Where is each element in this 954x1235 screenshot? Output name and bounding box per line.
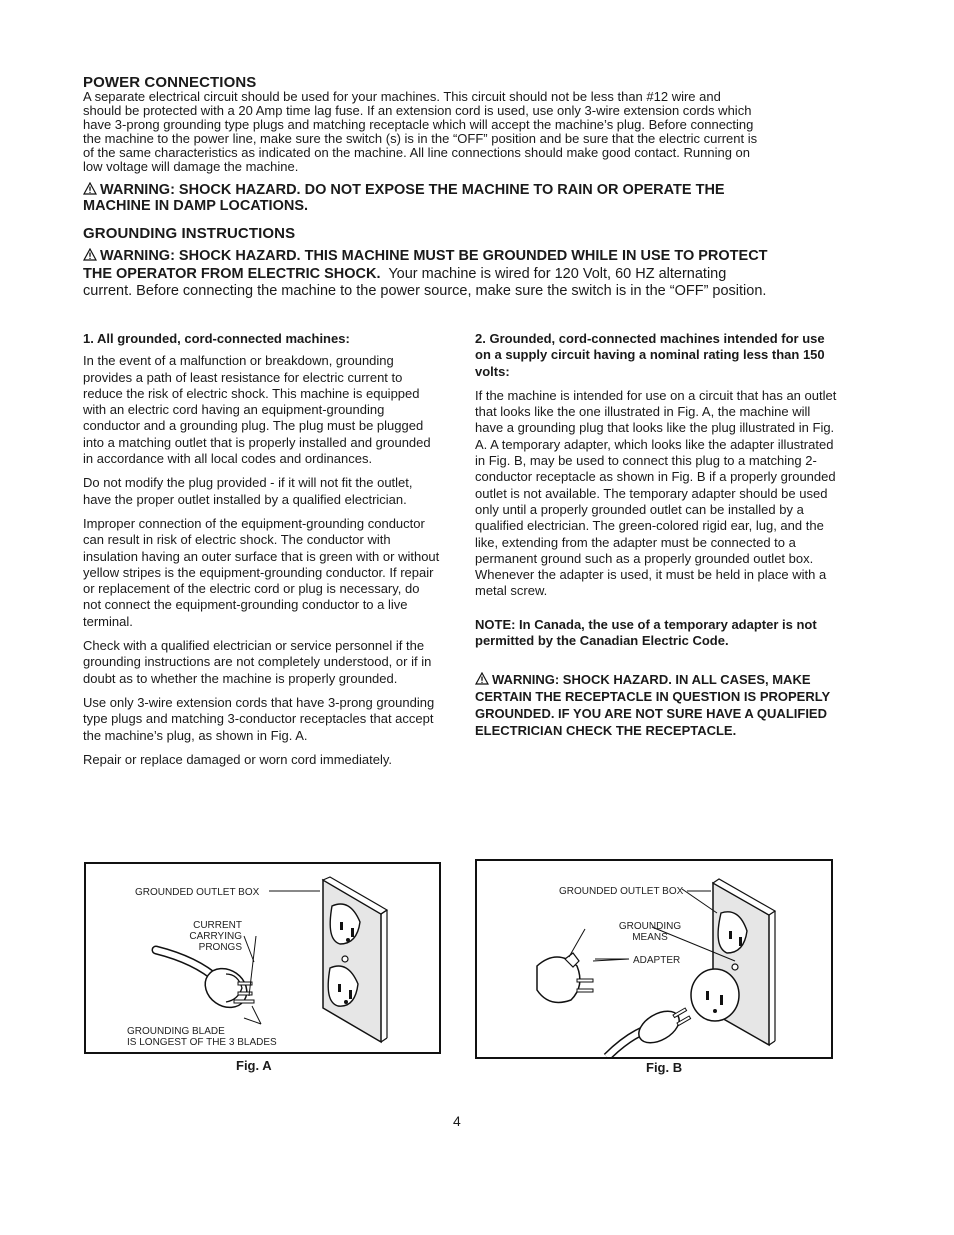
fig-b-label-means bbox=[615, 921, 685, 943]
grounding-warning-bold: THE OPERATOR FROM ELECTRIC SHOCK. bbox=[83, 265, 381, 282]
left-paragraph: Repair or replace damaged or worn cord immediately. bbox=[83, 751, 393, 767]
right-column-heading: 2. Grounded, cord-connected machines intended for use on a supply circuit having a nominal rating less than 150 volts: bbox=[475, 331, 825, 379]
fig-a-label-blade-line: IS LONGEST OF THE 3 BLADES bbox=[127, 1037, 277, 1048]
figure-a bbox=[84, 862, 441, 1054]
fig-a-label-blade bbox=[127, 1026, 277, 1048]
left-column-heading: 1. All grounded, cord-connected machines: bbox=[83, 331, 350, 346]
page-number: 4 bbox=[453, 1113, 461, 1129]
fig-a-label-prongs-line: CURRENT bbox=[193, 920, 242, 931]
grounding-heading: GROUNDING INSTRUCTIONS bbox=[83, 225, 296, 242]
fig-a-label-outlet-box: GROUNDED OUTLET BOX bbox=[135, 887, 260, 898]
fig-a-label-prongs-line: CARRYING bbox=[189, 931, 242, 942]
fig-b-label-adapter: ADAPTER bbox=[633, 955, 681, 966]
power-line: the machine to the power line, make sure the switch (s) is in the “OFF” position and be sure that the electric current is bbox=[83, 131, 758, 146]
left-column bbox=[83, 331, 441, 776]
right-warning bbox=[475, 671, 837, 739]
figure-b bbox=[475, 859, 833, 1059]
grounding-warning-line1: WARNING: SHOCK HAZARD. THIS MACHINE MUST BE GROUNDED WHILE IN USE TO PROTECT bbox=[100, 248, 768, 264]
fig-b-label-means-line: GROUNDING bbox=[618, 921, 682, 932]
right-paragraph: If the machine is intended for use on a circuit that has an outlet that looks like the one illustrated in Fig. A, the machine will have a grounding plug that looks like the plug illustrated in Fig. A. A temporary adapter, which looks like the adapter illustrated in Fig. B, may be used to connect this plug to a matching 2-conductor receptacle as shown in Fig. B if a properly grounded outlet is not available. The temporary adapter should be used only until a properly grounded outlet can be installed by a qualified electrician. The green-colored rigid ear, lug, and the like, extending from the adapter must be connected to a permanent ground such as a properly grounded outlet box. Whenever the adapter is used, it must be held in place with a metal screw. bbox=[475, 387, 837, 599]
left-paragraph: Do not modify the plug provided - if it will not fit the outlet, have the proper outlet installed by a qualified electrician. bbox=[83, 475, 413, 507]
fig-a-label-prongs bbox=[182, 920, 242, 953]
warning-triangle-icon bbox=[83, 248, 97, 261]
left-paragraph: Check with a qualified electrician or service personnel if the grounding instructions are not completely understood, or if in doubt as to whether the machine is properly grounded. bbox=[83, 638, 432, 686]
warning-triangle-icon bbox=[475, 672, 489, 685]
fig-a-label-blade-line: GROUNDING BLADE bbox=[127, 1026, 225, 1037]
fig-b-label-means-line: MEANS bbox=[632, 932, 668, 943]
power-line: low voltage will damage the machine. bbox=[83, 159, 299, 174]
grounding-warning bbox=[83, 248, 903, 301]
power-line: have 3-prong grounding type plugs and matching receptacle which will accept the machine’s plug. Before connecting bbox=[83, 117, 754, 132]
canada-note: NOTE: In Canada, the use of a temporary adapter is not permitted by the Canadian Electric Code. bbox=[475, 616, 817, 649]
power-line: A separate electrical circuit should be used for your machines. This circuit should not be less than #12 wire and bbox=[83, 89, 721, 104]
left-paragraph: In the event of a malfunction or breakdown, grounding provides a path of least resistance for electric current to reduce the risk of electric shock. This machine is equipped with an electric cord having an equipment-grounding conductor and a grounding plug. The plug must be plugged into a matching outlet that is properly installed and grounded in accordance with all local codes and ordinances. bbox=[83, 353, 431, 467]
right-warning-text: WARNING: SHOCK HAZARD. IN ALL CASES, MAKE CERTAIN THE RECEPTACLE IN QUESTION IS PROPERLY GROUNDED. IF YOU ARE NOT SURE HAVE A QUALIFIED ELECTRICIAN CHECK THE RECEPTACLE. bbox=[475, 672, 830, 739]
fig-a-label-prongs-line: PRONGS bbox=[198, 942, 242, 953]
right-column bbox=[475, 331, 837, 747]
fig-b-label-outlet-box: GROUNDED OUTLET BOX bbox=[559, 886, 684, 897]
fig-a-caption: Fig. A bbox=[236, 1058, 272, 1073]
power-warning-line: MACHINE IN DAMP LOCATIONS. bbox=[83, 198, 309, 214]
power-connections-heading: POWER CONNECTIONS bbox=[83, 74, 257, 91]
power-connections-text bbox=[83, 90, 843, 174]
grounding-warning-normal: Your machine is wired for 120 Volt, 60 HZ alternating bbox=[380, 265, 727, 282]
grounding-warning-line3: current. Before connecting the machine to the power source, make sure the switch is in the “OFF” position. bbox=[83, 283, 767, 299]
warning-triangle-icon bbox=[83, 182, 97, 195]
power-warning bbox=[83, 182, 883, 214]
power-line: of the same characteristics as indicated on the machine. All line connections should make good contact. Running on bbox=[83, 145, 751, 160]
left-paragraph: Improper connection of the equipment-grounding conductor can result in risk of electric shock. The conductor with insulation having an outer surface that is green with or without yellow stripes is the equipment-grounding conductor. If repair or replacement of the electric cord or plug is necessary, do not connect the equipment-grounding conductor to a live terminal. bbox=[83, 515, 440, 629]
left-paragraph: Use only 3-wire extension cords that have 3-prong grounding type plugs and matching 3-conductor receptacles that accept the machine’s plug, as shown in Fig. A. bbox=[83, 694, 435, 743]
power-line: should be protected with a 20 Amp time lag fuse. If an extension cord is used, use only 3-wire extension cords which bbox=[83, 103, 752, 118]
fig-b-caption: Fig. B bbox=[646, 1060, 683, 1075]
power-warning-line: WARNING: SHOCK HAZARD. DO NOT EXPOSE THE MACHINE TO RAIN OR OPERATE THE bbox=[100, 182, 725, 198]
